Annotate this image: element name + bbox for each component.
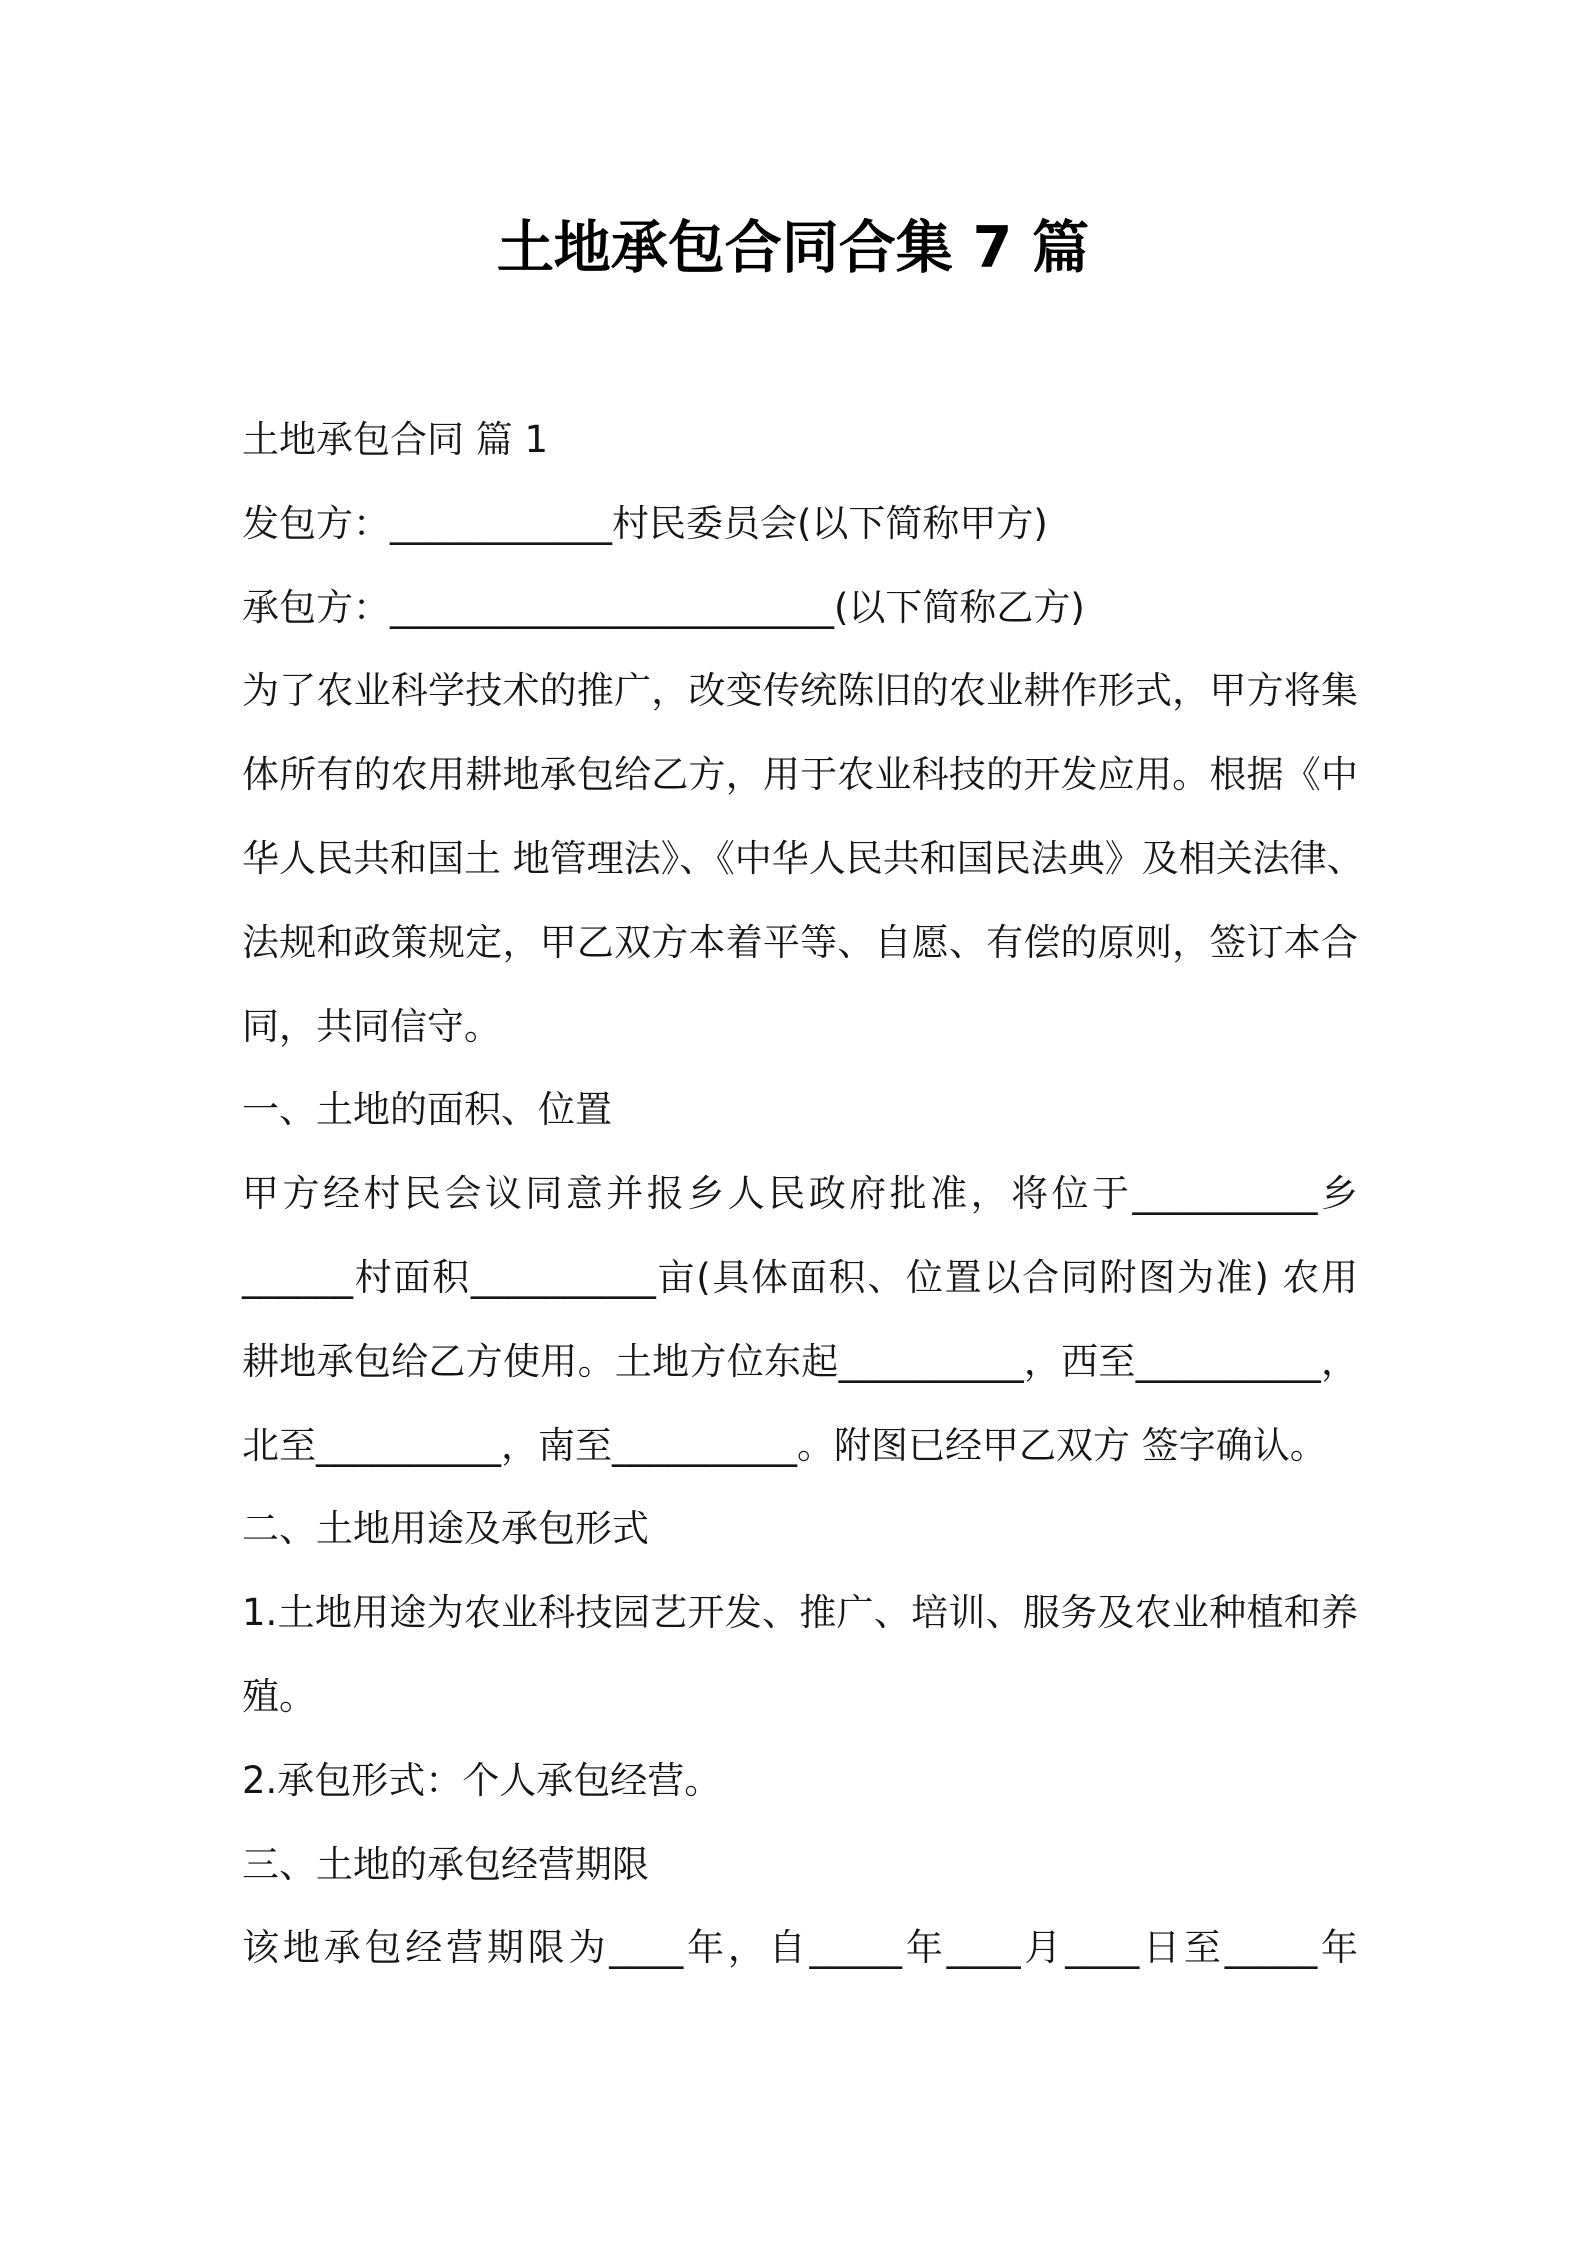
paragraph-line: 殖。 (242, 1674, 316, 1718)
article-heading: 二、土地用途及承包形式 (242, 1507, 649, 1551)
document-body (242, 398, 1364, 1990)
paragraph-line: 为了农业科学技术的推广，改变传统陈旧的农业耕作形式，甲方将集 (242, 669, 1358, 713)
paragraph-line: 北至__________，南至__________。附图已经甲乙双方 签字确认。 (242, 1423, 1327, 1467)
paragraph-line: 该地承包经营期限为____年，自_____年____月____日至_____年 (242, 1926, 1358, 1970)
preamble-paragraph (242, 649, 1364, 1068)
section-title: 土地承包合同 篇 1 (242, 418, 549, 461)
article-2 (242, 1487, 1358, 1822)
article-3 (242, 1823, 1358, 1991)
article-1 (242, 1068, 1358, 1487)
paragraph-line: 同，共同信守。 (242, 1004, 501, 1048)
party-contractor: 承包方：________________________(以下简称乙方) (242, 585, 1085, 629)
paragraph-line: 华人民共和国土 地管理法》、《中华人民共和国民法典》及相关法律、 (242, 836, 1364, 880)
party-issuer: 发包方：____________村民委员会(以下简称甲方) (242, 501, 1048, 545)
paragraph-line: 耕地承包给乙方使用。土地方位东起__________，西至__________， (242, 1339, 1358, 1383)
paragraph-line: 甲方经村民会议同意并报乡人民政府批准，将位于__________乡 (242, 1172, 1358, 1216)
document-title: 土地承包合同合集 7 篇 (496, 215, 1090, 281)
paragraph-line: 体所有的农用耕地承包给乙方，用于农业科技的开发应用。根据《中 (242, 753, 1358, 797)
article-paragraph (242, 1152, 1358, 1487)
article-paragraph (242, 1571, 1358, 1739)
article-paragraph (242, 1906, 1358, 1990)
paragraph-line: ______村面积__________亩(具体面积、位置以合同附图为准) 农用 (242, 1255, 1358, 1299)
paragraph-line: 法规和政策规定，甲乙双方本着平等、自愿、有偿的原则，签订本合 (242, 920, 1358, 964)
article-paragraph (242, 1739, 1358, 1823)
article-heading: 三、土地的承包经营期限 (242, 1842, 649, 1886)
paragraph-line: 1.土地用途为农业科技园艺开发、推广、培训、服务及农业种植和养 (242, 1591, 1358, 1635)
article-heading: 一、土地的面积、位置 (242, 1088, 612, 1132)
paragraph-line: 2.承包形式：个人承包经营。 (242, 1758, 722, 1802)
